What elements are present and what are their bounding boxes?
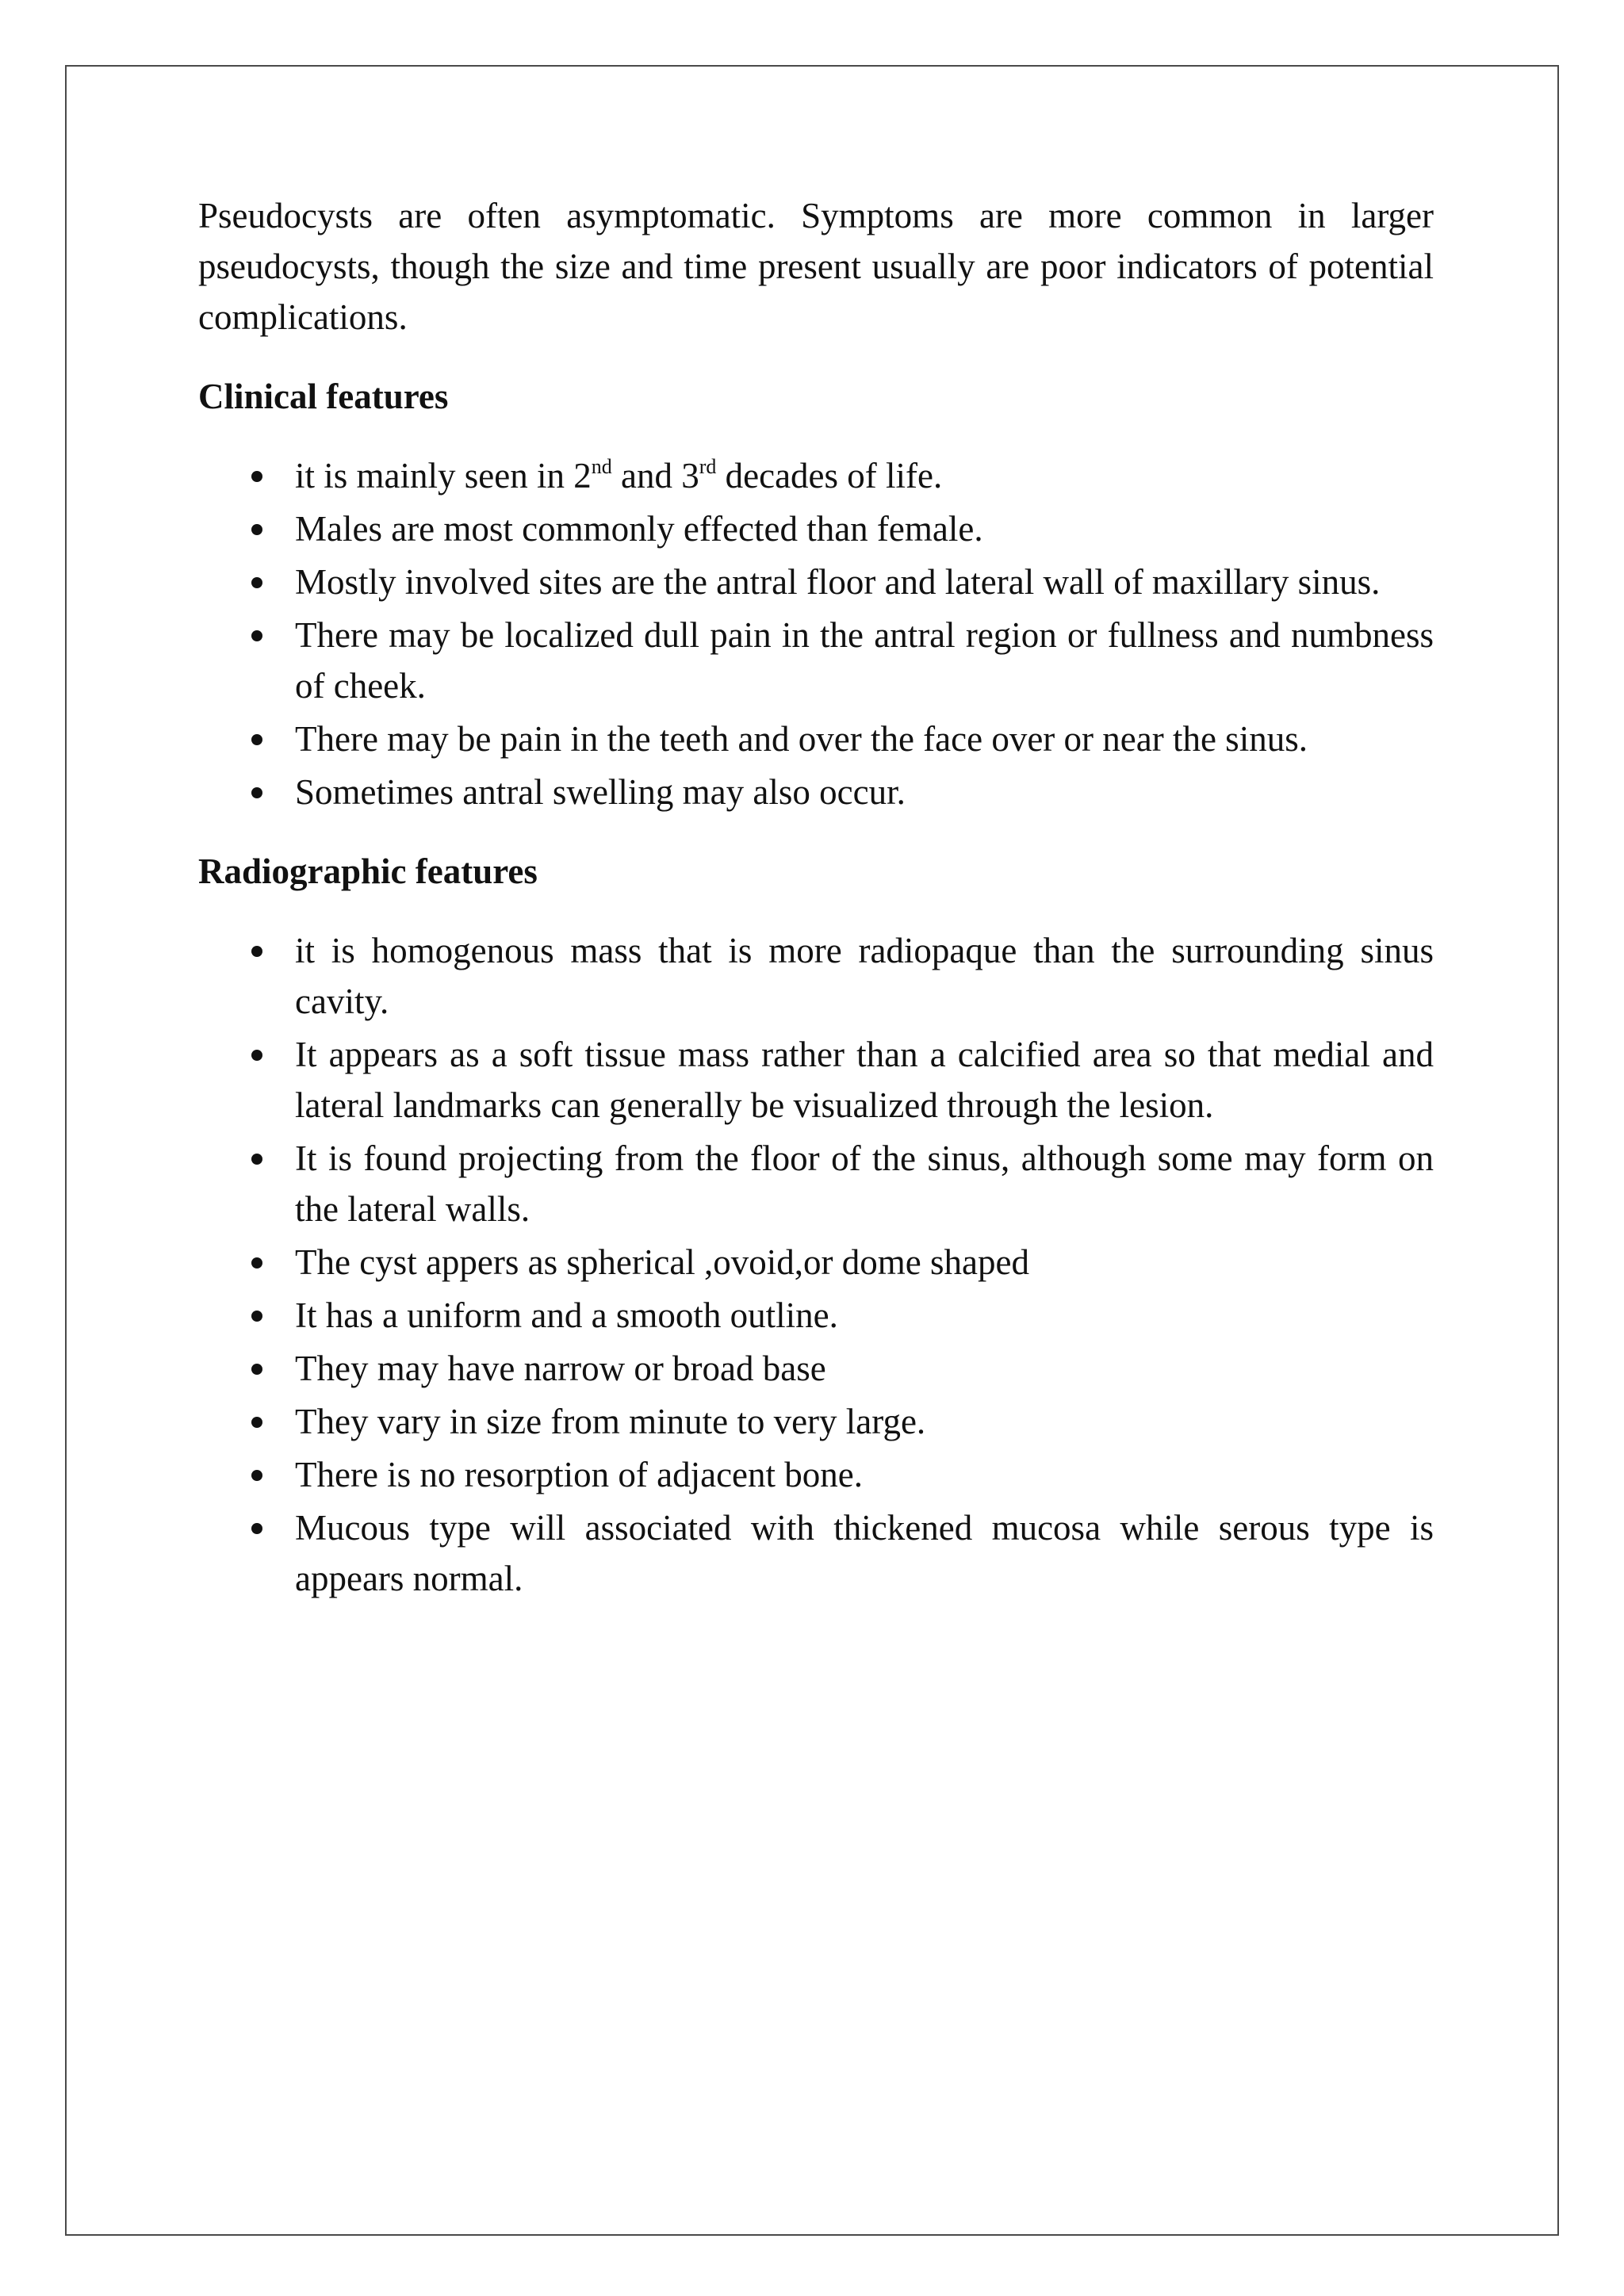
bullet-icon [251, 524, 262, 535]
list-item-text: They may have narrow or broad base [295, 1349, 826, 1388]
ordinal-suffix: nd [591, 455, 612, 478]
bullet-icon [251, 471, 262, 482]
document-body [198, 190, 1434, 1606]
list-item-text: it is homogenous mass that is more radiopaque than the surrounding sinus cavity. [295, 931, 1434, 1021]
list-item [198, 503, 1434, 554]
bullet-icon [251, 1470, 262, 1481]
list-item [198, 450, 1434, 501]
list-item-text: it is mainly seen in 2nd and 3rd decades of life. [295, 455, 943, 496]
list-item [198, 767, 1434, 817]
list-item-text: There is no resorption of adjacent bone. [295, 1455, 864, 1494]
bullet-icon [251, 1364, 262, 1375]
list-item [198, 1237, 1434, 1288]
bullet-icon [251, 946, 262, 957]
list-item-text: There may be pain in the teeth and over the face over or near the sinus. [295, 719, 1308, 759]
list-item [198, 610, 1434, 711]
list-item [198, 1343, 1434, 1394]
list-item-text: Mostly involved sites are the antral floor and lateral wall of maxillary sinus. [295, 562, 1381, 602]
list-item-text: They vary in size from minute to very large. [295, 1402, 926, 1441]
list-item [198, 714, 1434, 764]
list-item-text: Sometimes antral swelling may also occur. [295, 772, 906, 812]
list-item-text: It appears as a soft tissue mass rather than a calcified area so that medial and lateral landmarks can generally be visualized through the lesion. [295, 1035, 1434, 1125]
bullet-icon [251, 787, 262, 798]
list-item [198, 1290, 1434, 1341]
list-item [198, 1133, 1434, 1234]
bullet-icon [251, 577, 262, 588]
intro-paragraph: Pseudocysts are often asymptomatic. Symptoms are more common in larger pseudocysts, though the size and time present usually are poor indicators of potential complications. [198, 196, 1434, 337]
ordinal-suffix: rd [699, 455, 717, 478]
bullet-icon [251, 1257, 262, 1269]
list-item-text: The cyst appers as spherical ,ovoid,or dome shaped [295, 1242, 1029, 1282]
list-item [198, 557, 1434, 607]
bullet-icon [251, 1050, 262, 1061]
radiographic-features-list [198, 925, 1434, 1604]
list-item-text: There may be localized dull pain in the antral region or fullness and numbness of cheek. [295, 615, 1434, 706]
list-item-text: Males are most commonly effected than female. [295, 509, 983, 549]
list-item [198, 925, 1434, 1027]
list-item [198, 1396, 1434, 1447]
bullet-icon [251, 1417, 262, 1428]
bullet-icon [251, 1154, 262, 1165]
list-item-text: It is found projecting from the floor of the sinus, although some may form on the lateral walls. [295, 1138, 1434, 1229]
bullet-icon [251, 1523, 262, 1534]
bullet-icon [251, 1311, 262, 1322]
clinical-features-heading: Clinical features [198, 377, 449, 416]
bullet-icon [251, 734, 262, 745]
list-item-text: It has a uniform and a smooth outline. [295, 1295, 838, 1335]
list-item [198, 1502, 1434, 1604]
list-item [198, 1449, 1434, 1500]
list-item-text: Mucous type will associated with thickened mucosa while serous type is appears normal. [295, 1508, 1434, 1598]
bullet-icon [251, 630, 262, 641]
list-item [198, 1029, 1434, 1131]
radiographic-features-heading: Radiographic features [198, 851, 538, 891]
clinical-features-list [198, 450, 1434, 817]
